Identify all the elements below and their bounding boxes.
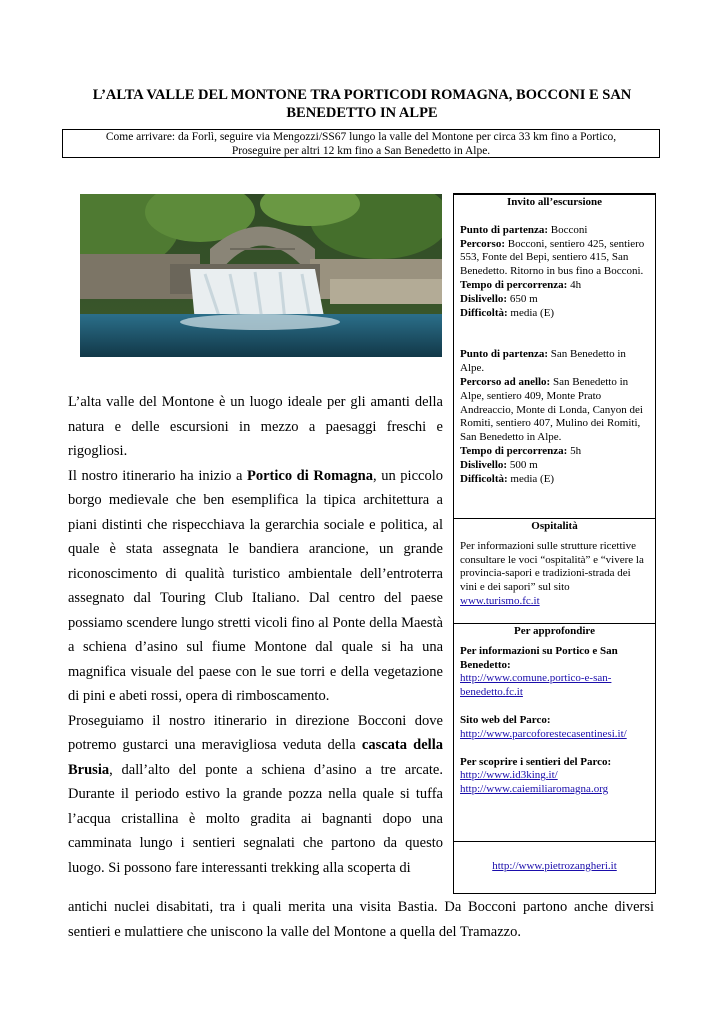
article-body <box>68 390 443 880</box>
trip2-route <box>460 376 649 445</box>
value: 500 m <box>507 458 538 471</box>
label: Percorso ad anello: <box>460 375 551 388</box>
comune-link[interactable]: http://www.comune.portico-e-san-benedetto.fc.it <box>460 672 612 699</box>
trip2-elevation <box>460 459 649 473</box>
value: San Benedetto in Alpe, sentiero 409, Monte Prato Andreaccio, Monte di Londa, Canyon dei Romiti, sentiero 407, Mulino dei Romiti, San Benedetto in Alpe. <box>460 375 643 444</box>
ospitalita-text <box>460 540 649 609</box>
cascata-highlight: cascata della Brusia <box>68 737 443 778</box>
trip1-difficulty <box>460 307 649 321</box>
approfondire-heading: Per approfondire <box>514 625 595 637</box>
ospitalita-heading: Ospitalità <box>531 520 578 532</box>
label: Tempo di percorrenza: <box>460 278 568 291</box>
text-span: , dall’alto del ponte a schiena d’asino a tre arcate. Durante il periodo estivo la grande pozza nella quale si tuffa l’acqua cristallina è molto gradita ai bagnanti dopo una camminata lungo i sentieri segnalati che partono da questo luogo. Si possono fare interessanti trekking alla scoperta di <box>68 761 443 876</box>
sidebar-divider <box>454 841 655 842</box>
text-span: , un piccolo borgo medievale che ben esemplifica la tipica architettura a piani distinti che rispecchiava la gerarchia sociale e politica, al quale è stata assegnata le bandiera arancione, un grande riconoscimento di qualità turistico ambientale dell’entroterra assegnato dal Touring Club Italiano. Dal centro del paese possiamo scendere lungo stretti vicoli fino al Ponte della Maestà a schiena d’asino sul fiume Montone dal quale si ha una magnifica visuale del paese con le sue torri e della vegetazione di pini e abeti rossi, opera di rimboscamento. <box>68 467 443 704</box>
sidebar-footer <box>454 860 655 874</box>
page-title: L’ALTA VALLE DEL MONTONE TRA PORTICODI ROMAGNA, BOCCONI E SAN BENEDETTO IN ALPE <box>92 87 632 121</box>
value: Bocconi <box>548 223 588 236</box>
trip1-route <box>460 238 649 279</box>
label: Difficoltà: <box>460 472 508 485</box>
sidebar-divider <box>454 518 655 519</box>
value: San Benedetto in Alpe. <box>460 348 626 375</box>
info-sidebar <box>453 193 656 894</box>
label: Punto di partenza: <box>460 223 548 236</box>
sidebar-ospitalita <box>454 520 655 609</box>
value: 5h <box>567 444 582 457</box>
trip2-time <box>460 445 649 459</box>
article-paragraph-intro: L’alta valle del Montone è un luogo ideale per gli amanti della natura e delle escursioni in mezzo a paesaggi freschi e rigogliosi. <box>68 394 443 459</box>
invito-heading: Invito all’escursione <box>506 196 603 208</box>
pietrozangheri-link[interactable]: http://www.pietrozangheri.it <box>492 860 617 872</box>
label: Punto di partenza: <box>460 348 548 361</box>
trip2-start <box>460 348 649 376</box>
turismo-link[interactable]: www.turismo.fc.it <box>460 594 540 607</box>
park-label: Sito web del Parco: <box>460 713 551 726</box>
info-label: Per informazioni su Portico e San Benedetto: <box>460 644 618 671</box>
directions-line-1: Come arrivare: da Forlì, seguire via Mengozzi/SS67 lungo la valle del Montone per circa 33 km fino a Portico, <box>105 131 617 143</box>
article-paragraph-end: antichi nuclei disabitati, tra i quali merita una visita Bastia. Da Bocconi partono anche diversi sentieri e mulattiere che uniscono la valle del Montone a quella del Tramazzo. <box>68 899 654 940</box>
label: Dislivello: <box>460 292 508 305</box>
article-paragraph-bocconi <box>68 709 443 881</box>
label: Percorso: <box>460 237 505 250</box>
label: Dislivello: <box>460 458 508 471</box>
paths-label: Per scoprire i sentieri del Parco: <box>460 755 612 768</box>
value: 4h <box>567 278 582 291</box>
portico-highlight: Portico di Romagna <box>246 467 373 484</box>
value: 650 m <box>507 292 538 305</box>
value: media (E) <box>507 306 555 319</box>
label: Tempo di percorrenza: <box>460 444 568 457</box>
text-span: Il nostro itinerario ha inizio a <box>68 467 247 484</box>
waterfall-photo <box>80 194 442 357</box>
sidebar-divider <box>454 623 655 624</box>
directions-box <box>62 129 660 158</box>
sidebar-invito <box>454 196 655 486</box>
trip1-start <box>460 224 649 238</box>
trip1-time <box>460 279 649 293</box>
text-span: Proseguiamo il nostro itinerario in direzione Bocconi dove potremo gustarci una meravigliosa veduta della <box>68 712 443 753</box>
directions-line-2: Proseguire per altri 12 km fino a San Benedetto in Alpe. <box>231 144 491 157</box>
cai-link[interactable]: http://www.caiemiliaromagna.org <box>460 783 609 796</box>
park-link[interactable]: http://www.parcoforestecasentinesi.it/ <box>460 727 627 740</box>
id3king-link[interactable]: http://www.id3king.it/ <box>460 769 558 782</box>
article-body-continued <box>68 895 654 944</box>
sidebar-approfondire <box>454 625 655 797</box>
label: Difficoltà: <box>460 306 508 319</box>
article-paragraph-portico <box>68 464 443 709</box>
trip2-difficulty <box>460 473 649 487</box>
value: media (E) <box>507 472 555 485</box>
value: Bocconi, sentiero 425, sentiero 553, Fonte del Bepi, sentiero 415, San Benedetto. Ritorno in bus fino a Bocconi. <box>460 237 645 278</box>
trip1-elevation <box>460 293 649 307</box>
value: Per informazioni sulle strutture ricettive consultare le voci “ospitalità” e “vivere la provincia-sapori e tradizioni-strada dei vini e dei sapori” sul sito <box>460 539 644 594</box>
